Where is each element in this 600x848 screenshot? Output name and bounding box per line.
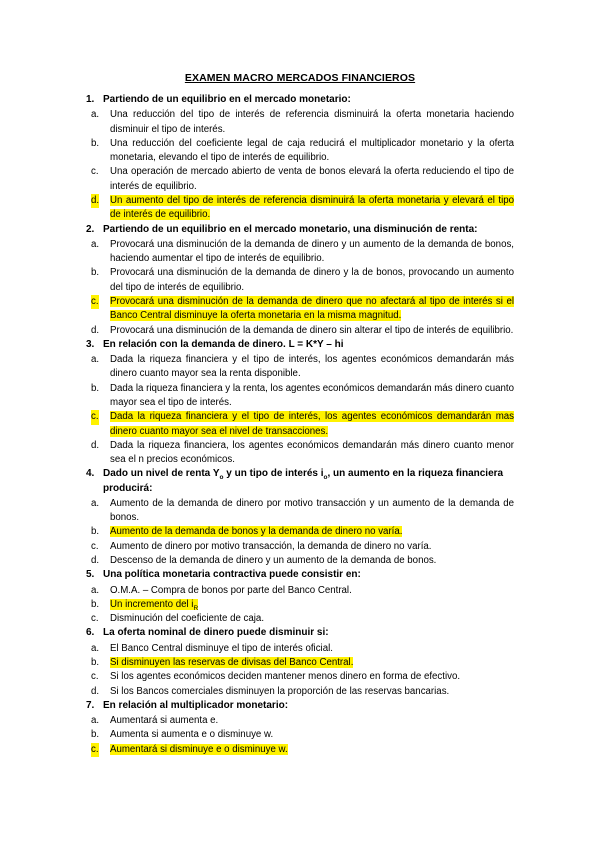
option-7b: [0, 728, 600, 742]
option-3d: [0, 439, 600, 468]
option-4d: [0, 554, 600, 568]
option-letter: c.: [91, 743, 99, 757]
question-number: 1.: [86, 94, 95, 105]
option-5b: [0, 598, 600, 612]
option-letter: d.: [91, 555, 100, 567]
question-list: [0, 93, 600, 757]
option-6c: [0, 670, 600, 684]
option-letter: b.: [91, 656, 100, 668]
option-2d: [0, 324, 600, 338]
question-text: Dado un nivel de renta $Y_o$ y un tipo de interés $i_o$, un aumento en la riqueza financiera producirá:: [103, 468, 504, 494]
option-letter: a.: [91, 354, 100, 366]
question-number: 7.: [86, 699, 95, 711]
option-text: Una reducción del coeficiente legal de caja reducirá el multiplicador monetario y la oferta monetaria, elevando el tipo de interés de equilibrio.: [110, 137, 514, 164]
option-text: Aumenta si aumenta e o disminuye w.: [110, 729, 274, 741]
option-text: Dada la riqueza financiera, los agentes económicos demandarán más dinero cuanto menor sea el n precios económicos.: [110, 439, 514, 466]
question-number: 2.: [86, 223, 95, 235]
highlighted-answer: Un aumento del tipo de interés de referencia disminuirá la oferta monetaria y elevará el tipo de interés de equilibrio.: [110, 194, 514, 221]
question-5: [0, 568, 600, 582]
option-letter: a.: [91, 584, 100, 596]
question-6: [0, 626, 600, 640]
option-letter: c.: [91, 295, 99, 309]
option-4b: [0, 525, 600, 539]
option-text: Provocará una disminución de la demanda de dinero y un aumento de la demanda de bonos, haciendo aumentar el tipo de interés de equilibrio.: [110, 238, 514, 265]
option-text: Aumento de dinero por motivo transacción, la demanda de dinero no varía.: [110, 540, 432, 552]
question-text: Partiendo de un equilibrio en el mercado monetario, una disminución de renta:: [103, 223, 478, 235]
option-letter: a.: [91, 109, 100, 121]
option-1c: [0, 165, 600, 194]
option-letter: d.: [91, 685, 100, 697]
option-text: Aumento de la demanda de dinero por motivo transacción y un aumento de la demanda de bonos.: [110, 497, 514, 524]
option-letter: c.: [91, 613, 99, 625]
question-2: [0, 223, 600, 237]
option-letter: c.: [91, 671, 99, 683]
question-4: [0, 467, 600, 495]
question-text: Una política monetaria contractiva puede consistir en:: [103, 569, 361, 581]
question-number: 4.: [86, 468, 95, 480]
option-letter: d.: [91, 324, 100, 336]
option-1b: [0, 137, 600, 166]
highlighted-answer: Si disminuyen las reservas de divisas del Banco Central.: [110, 656, 354, 668]
option-7a: [0, 714, 600, 728]
option-3c: [0, 410, 600, 439]
option-4c: [0, 540, 600, 554]
option-letter: a.: [91, 238, 100, 250]
option-6a: [0, 642, 600, 656]
option-text: Una operación de mercado abierto de venta de bonos elevará la oferta reduciendo el tipo de interés de equilibrio.: [110, 166, 514, 192]
option-2b: [0, 266, 600, 295]
option-letter: b.: [91, 137, 100, 149]
option-text: Aumentará si aumenta e.: [110, 715, 219, 727]
option-letter: d.: [91, 439, 100, 451]
option-letter: c.: [91, 410, 99, 424]
question-number: 6.: [86, 627, 95, 639]
option-text: Una reducción del tipo de interés de referencia disminuirá la oferta monetaria haciendo disminuir el tipo de interés.: [110, 109, 514, 135]
option-text: Si los Bancos comerciales disminuyen la proporción de las reservas bancarias.: [110, 685, 450, 697]
option-1d: [0, 194, 600, 223]
highlighted-answer: Provocará una disminución de la demanda de dinero que no afectará al tipo de interés si el Banco Central disminuye la oferta monetaria en la misma magnitud.: [110, 295, 514, 322]
question-7: [0, 699, 600, 713]
option-6d: [0, 685, 600, 699]
option-text: Dada la riqueza financiera y la renta, los agentes económicos demandarán más dinero cuanto mayor sea el tipo de interés.: [110, 382, 514, 408]
option-text: Provocará una disminución de la demanda de dinero sin alterar el tipo de interés de equilibrio.: [110, 324, 514, 336]
option-letter: a.: [91, 497, 100, 509]
option-3b: [0, 382, 600, 411]
option-letter: a.: [91, 715, 100, 727]
option-letter: b.: [91, 382, 100, 394]
option-2a: [0, 238, 600, 267]
highlighted-answer: Un incremento del $i_R$: [110, 598, 199, 612]
highlighted-answer: Aumentará si disminuye e o disminuye w.: [110, 743, 288, 755]
option-4a: [0, 497, 600, 526]
question-3: [0, 338, 600, 352]
option-letter: a.: [91, 642, 100, 654]
option-letter: d.: [91, 194, 99, 208]
question-number: 3.: [86, 338, 95, 350]
question-text: La oferta nominal de dinero puede disminuir si:: [103, 627, 329, 639]
question-text: En relación con la demanda de dinero. L = K*Y – hi: [103, 338, 344, 350]
option-3a: [0, 353, 600, 382]
option-text: El Banco Central disminuye el tipo de interés oficial.: [110, 642, 333, 654]
option-text: Dada la riqueza financiera y el tipo de interés, los agentes económicos demandarán más dinero cuanto mayor sea la renta disponible.: [110, 354, 514, 380]
question-number: 5.: [86, 569, 95, 581]
option-text: O.M.A. – Compra de bonos por parte del Banco Central.: [110, 584, 352, 596]
question-text: En relación al multiplicador monetario:: [103, 699, 289, 711]
option-1a: [0, 108, 600, 137]
option-text: Si los agentes económicos deciden mantener menos dinero en forma de efectivo.: [110, 671, 461, 683]
option-text: Provocará una disminución de la demanda de dinero y la de bonos, provocando un aumento del tipo de interés de equilibrio.: [110, 267, 514, 293]
option-letter: b.: [91, 267, 100, 279]
option-letter: b.: [91, 598, 100, 610]
question-1: [0, 93, 600, 107]
option-5c: [0, 612, 600, 626]
question-text: Partiendo de un equilibrio en el mercado monetario:: [103, 94, 351, 105]
option-6b: [0, 656, 600, 670]
highlighted-answer: Dada la riqueza financiera y el tipo de interés, los agentes económicos demandarán mas dinero cuanto mayor sea el nivel de transacciones.: [110, 411, 514, 437]
option-7c: [0, 743, 600, 757]
option-2c: [0, 295, 600, 324]
document-title: EXAMEN MACRO MERCADOS FINANCIEROS: [184, 72, 416, 84]
option-text: Descenso de la demanda de dinero y un aumento de la demanda de bonos.: [110, 555, 437, 567]
option-letter: c.: [91, 540, 99, 552]
option-letter: c.: [91, 166, 99, 178]
option-letter: b.: [91, 729, 100, 741]
option-5a: [0, 584, 600, 598]
highlighted-answer: Aumento de la demanda de bonos y la demanda de dinero no varía.: [110, 526, 403, 538]
option-text: Disminución del coeficiente de caja.: [110, 613, 265, 625]
option-letter: b.: [91, 526, 100, 538]
